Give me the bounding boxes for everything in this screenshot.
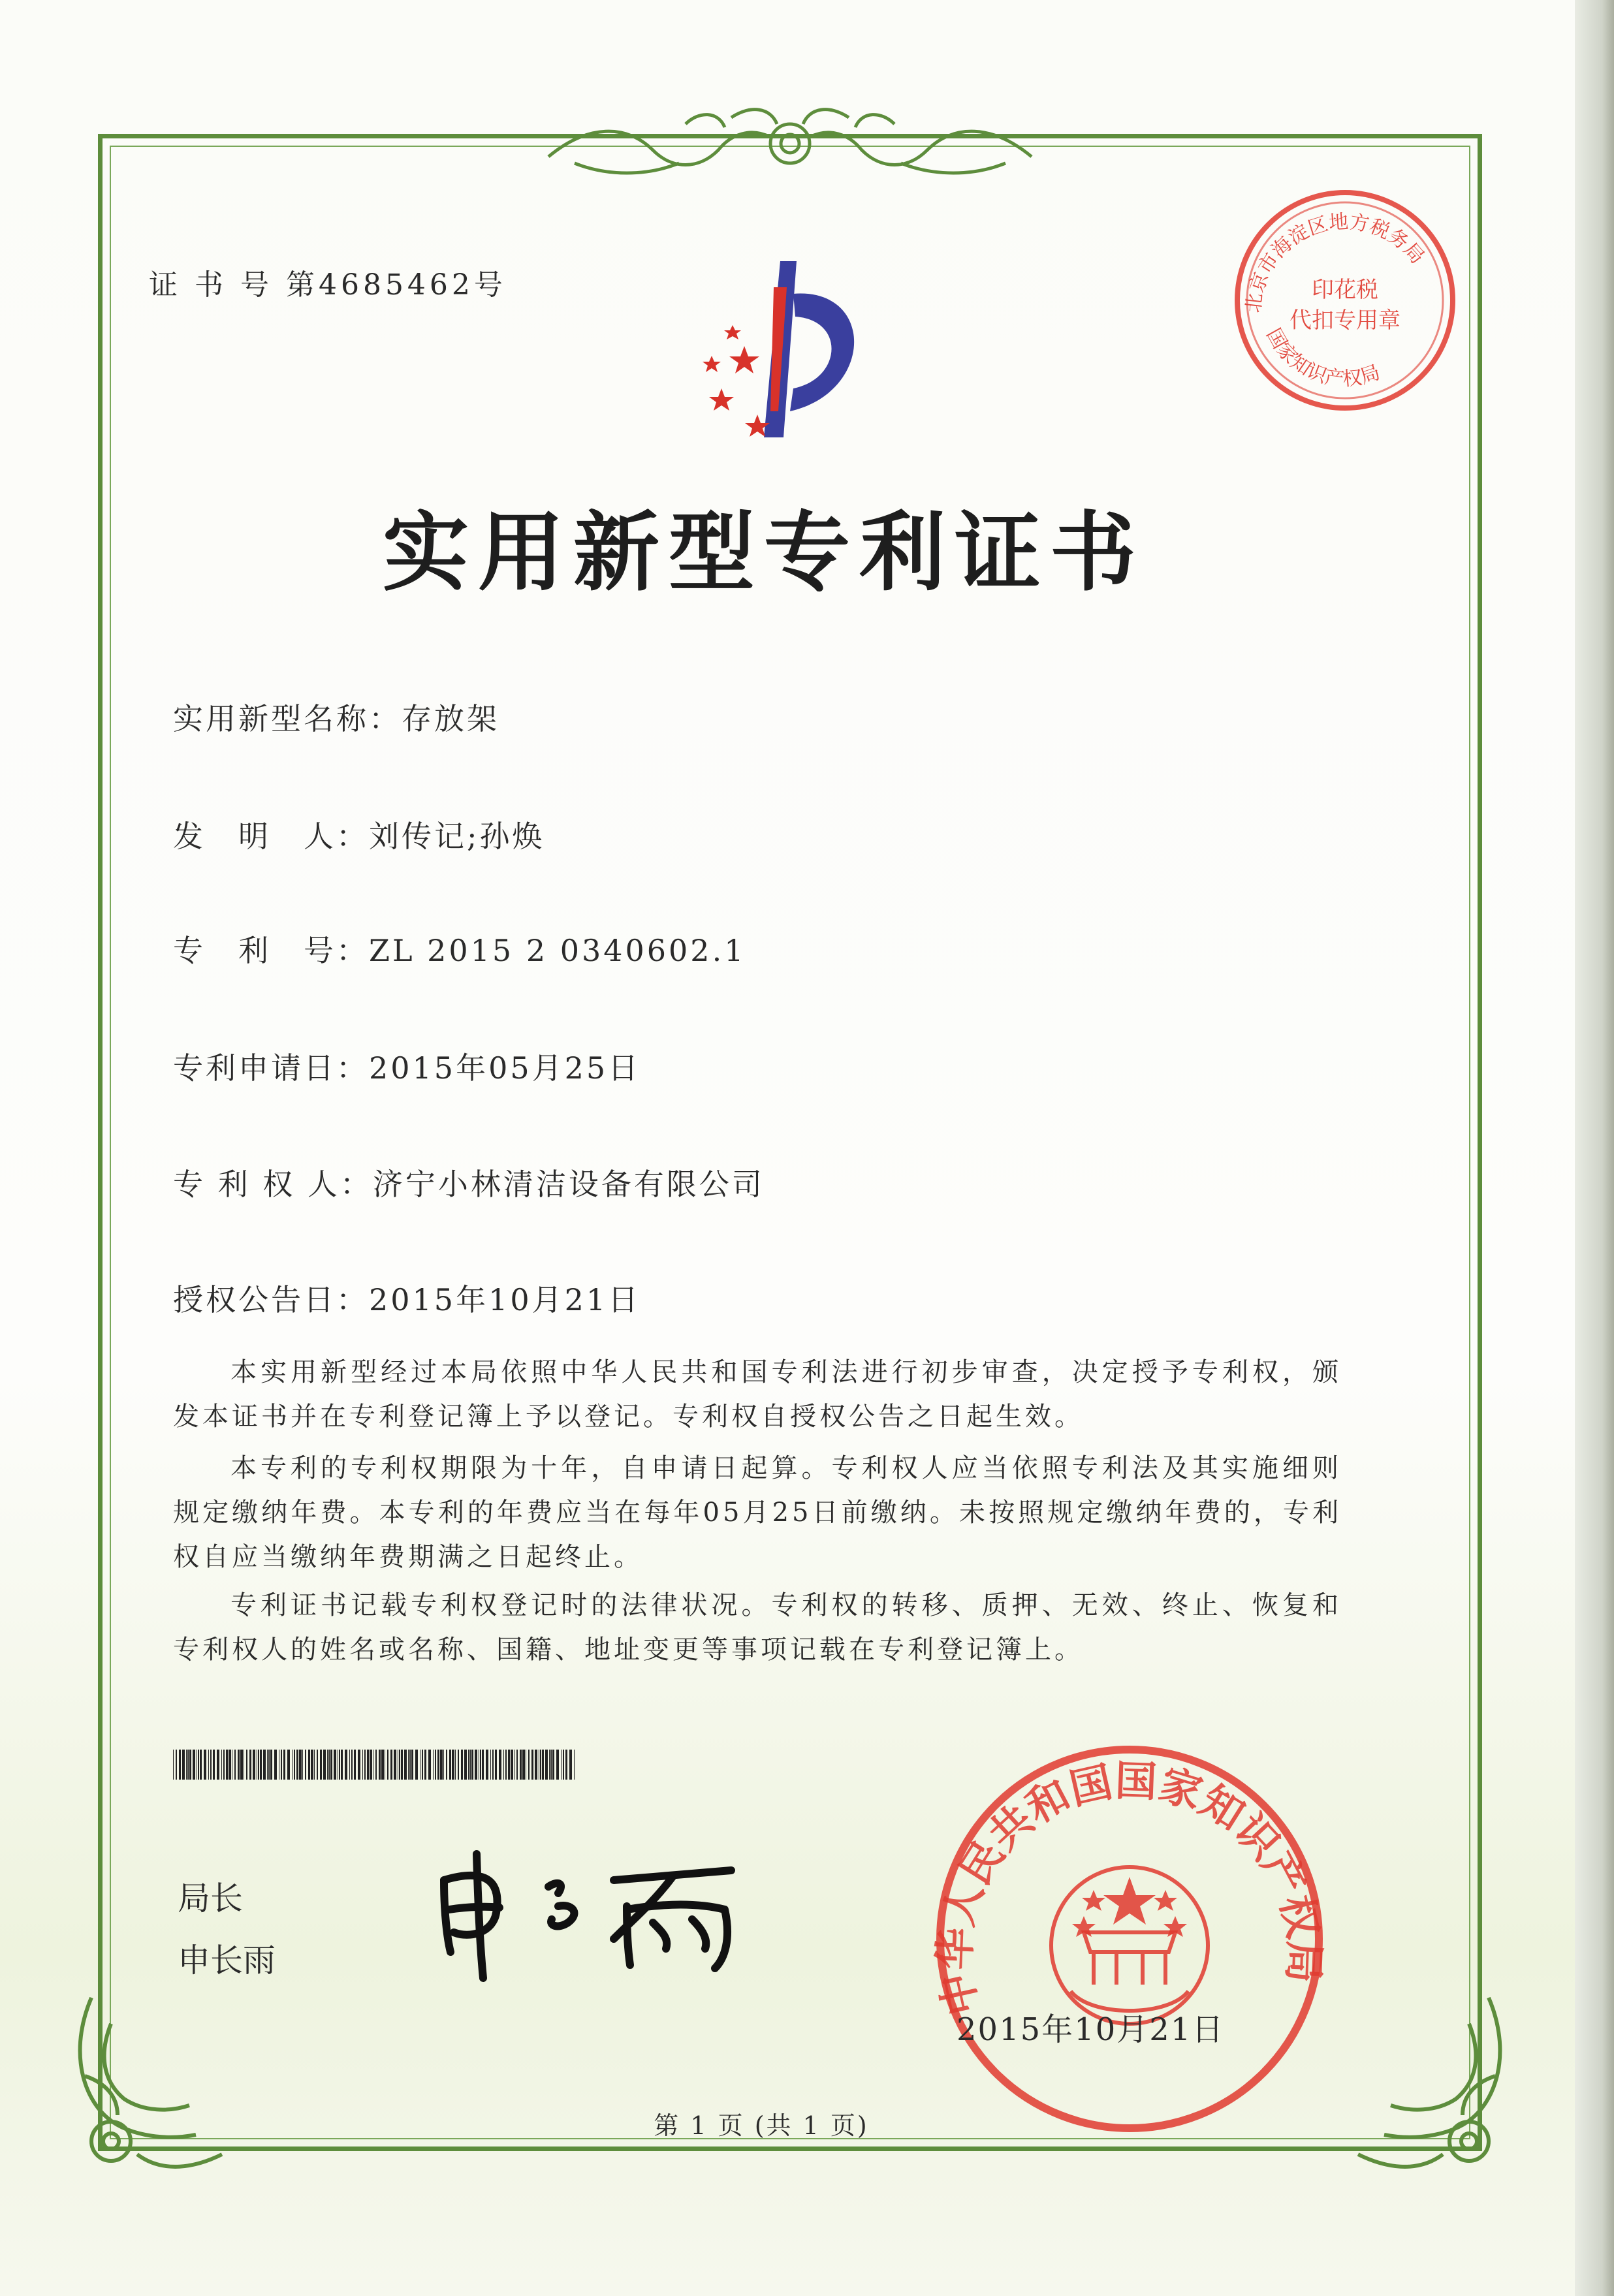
field-value: 刘传记;孙焕 xyxy=(369,819,545,854)
svg-text:代扣专用章: 代扣专用章 xyxy=(1290,307,1400,334)
certificate-number: 证 书 号 第4685462号 xyxy=(149,268,507,302)
svg-text:国家知识产权局: 国家知识产权局 xyxy=(1261,324,1384,391)
field-value: 存放架 xyxy=(402,701,499,736)
field-patentee xyxy=(173,1161,765,1204)
barcode-icon xyxy=(173,1750,578,1780)
field-utility-model-name xyxy=(173,695,499,738)
corner-ornament-right-icon xyxy=(1345,1985,1515,2180)
svg-text:北京市海淀区地方税务局: 北京市海淀区地方税务局 xyxy=(1242,210,1429,314)
patent-office-logo-icon xyxy=(659,248,921,444)
field-label: 实用新型名称： xyxy=(173,701,402,736)
field-label: 专 利 权 人： xyxy=(173,1167,373,1202)
field-label: 专 利 号： xyxy=(173,933,369,968)
top-ornament-icon xyxy=(535,98,1045,189)
field-grant-date xyxy=(173,1276,641,1319)
page-number: 第 1 页 (共 1 页) xyxy=(654,2111,869,2140)
field-label: 专利申请日： xyxy=(173,1050,369,1086)
paragraph-legal-status: 专利证书记载专利权登记时的法律状况。专利权的转移、质押、无效、终止、恢复和专利权人的姓名或名称、国籍、地址变更等事项记载在专利登记簿上。 xyxy=(173,1590,1342,1665)
director-name: 申长雨 xyxy=(178,1942,276,1979)
field-patent-number xyxy=(173,927,746,970)
director-signature-icon xyxy=(418,1841,783,1985)
svg-text:印花税: 印花税 xyxy=(1312,277,1378,303)
seal-text: 中华人民共和国国家知识产权局 xyxy=(930,1757,1328,2020)
field-value: 济宁小林清洁设备有限公司 xyxy=(372,1167,765,1202)
corner-ornament-left-icon xyxy=(65,1985,235,2180)
paragraph-grant-notice: 本实用新型经过本局依照中华人民共和国专利法进行初步审查，决定授予专利权，颁发本证书并在专利登记簿上予以登记。专利权自授权公告之日起生效。 xyxy=(173,1357,1342,1432)
field-value: ZL 2015 2 0340602.1 xyxy=(369,933,746,968)
issue-date: 2015年10月21日 xyxy=(957,2011,1225,2048)
field-inventor xyxy=(173,813,545,856)
field-label: 发 明 人： xyxy=(173,819,369,854)
field-application-date xyxy=(173,1045,641,1088)
page-edge-shadow xyxy=(1575,0,1614,2296)
field-value: 2015年10月21日 xyxy=(369,1282,641,1317)
national-ip-office-seal-icon xyxy=(927,1737,1332,2141)
certificate-title: 实用新型专利证书 xyxy=(383,502,1145,603)
field-value: 2015年05月25日 xyxy=(369,1050,641,1086)
director-title: 局长 xyxy=(178,1879,243,1917)
paragraph-term-fees: 本专利的专利权期限为十年，自申请日起算。专利权人应当依照专利法及其实施细则规定缴纳年费。本专利的年费应当在每年05月25日前缴纳。未按照规定缴纳年费的，专利权自应当缴纳年费期满之日起终止。 xyxy=(173,1453,1342,1572)
field-label: 授权公告日： xyxy=(173,1282,369,1317)
tax-stamp-seal-icon xyxy=(1227,183,1463,418)
